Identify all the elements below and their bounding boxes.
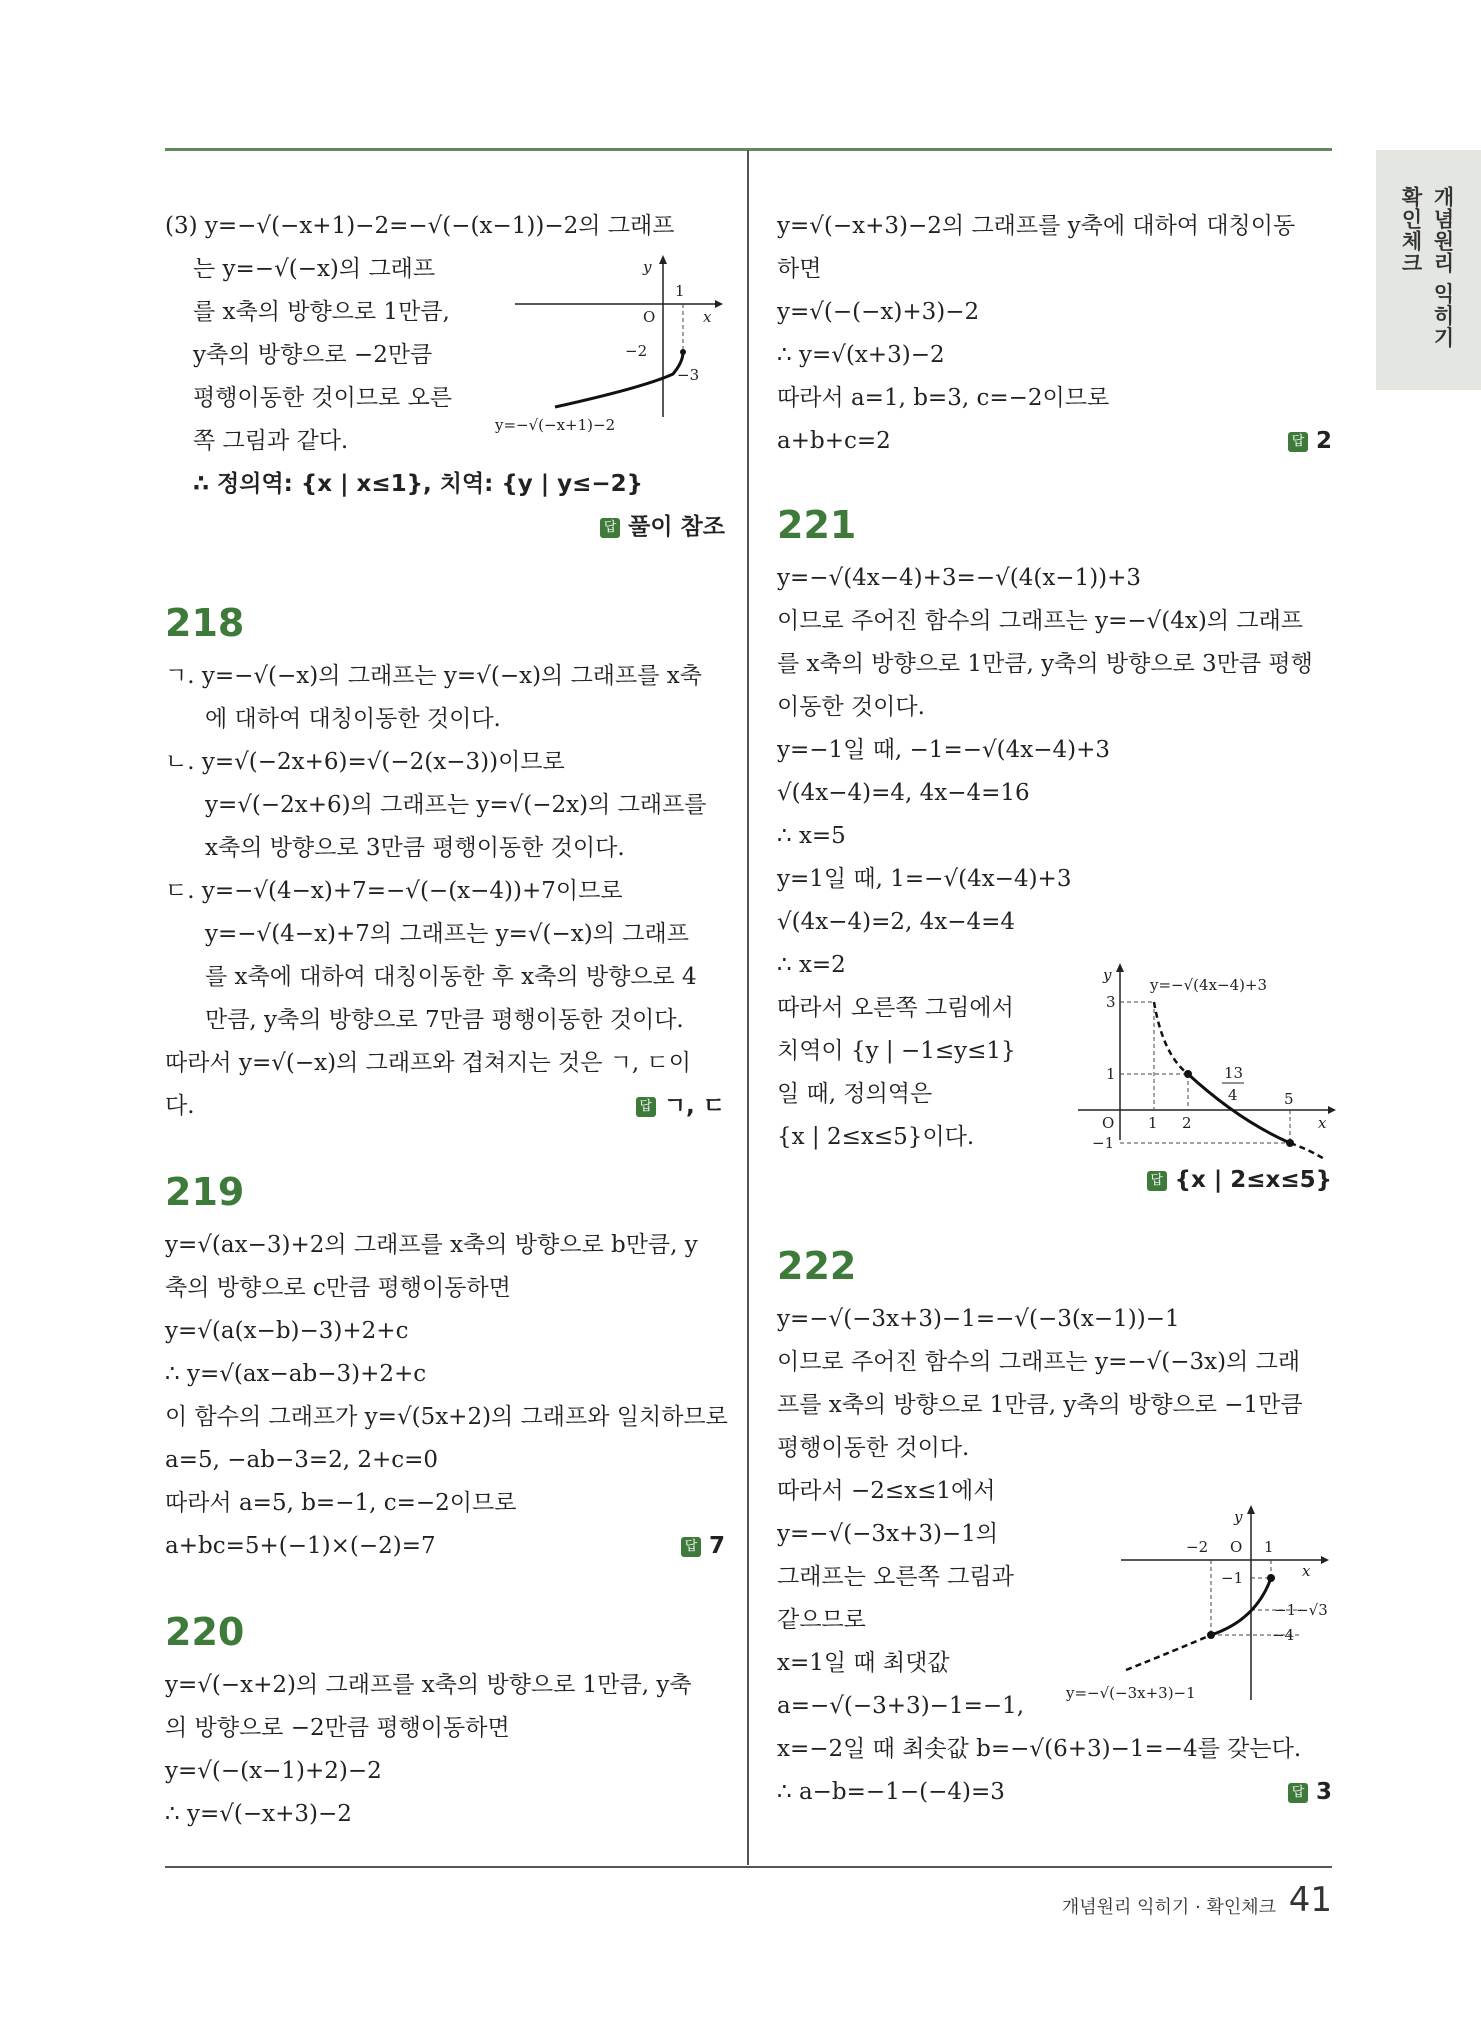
text-line: y=√(−(x−1)+2)−2 — [165, 1758, 382, 1784]
answer-221 — [777, 1159, 1332, 1202]
text-line: y=−√(−3x+3)−1=−√(−3(x−1))−1 — [777, 1306, 1180, 1332]
text-line: 를 x축에 대하여 대칭이동한 후 x축의 방향으로 4 — [205, 964, 697, 990]
graph-curve-dashed — [1290, 1143, 1326, 1160]
text-line: 를 x축의 방향으로 1만큼, y축의 방향으로 3만큼 평행 — [777, 651, 1313, 677]
text-line: y=−1일 때, −1=−√(4x−4)+3 — [777, 737, 1111, 763]
text-line: ∴ y=√(−x+3)−2 — [165, 1801, 352, 1827]
answer-text: 3 — [1315, 1779, 1332, 1805]
text-line: a=5, −ab−3=2, 2+c=0 — [165, 1447, 439, 1473]
text-line: 따라서 y=√(−x)의 그래프와 겹쳐지는 것은 ㄱ, ㄷ이 — [165, 1050, 691, 1076]
point — [1286, 1139, 1294, 1147]
answer-tag-icon: 답 — [636, 1097, 656, 1117]
tick-label: 3 — [1106, 993, 1116, 1011]
text-line: ∴ y=√(ax−ab−3)+2+c — [165, 1361, 427, 1387]
text-line: 따라서 오른쪽 그림에서 — [777, 995, 1014, 1021]
text-line: y=−√(−3x+3)−1의 — [777, 1521, 999, 1547]
tick-label: 1 — [1106, 1065, 1116, 1083]
fraction-numerator: 13 — [1224, 1064, 1244, 1082]
column-divider — [747, 150, 749, 1865]
y-axis-arrow-icon — [659, 255, 667, 264]
text-line: ∴ a−b=−1−(−4)=3 — [777, 1779, 1005, 1805]
text-line: ∴ x=2 — [777, 952, 846, 978]
text-line-with-answer — [165, 1085, 725, 1128]
text-line: 평행이동한 것이다. — [777, 1435, 970, 1461]
y-label: y — [643, 258, 652, 276]
answer-220 — [1288, 420, 1332, 463]
text-line: x축의 방향으로 3만큼 평행이동한 것이다. — [205, 835, 625, 861]
tick-label: −3 — [677, 366, 700, 384]
text-line: 에 대하여 대칭이동한 것이다. — [205, 706, 501, 732]
text-line: y=√(−x+2)의 그래프를 x축의 방향으로 1만큼, y축 — [165, 1672, 692, 1698]
tick-label: 2 — [1182, 1114, 1192, 1132]
problem-number-222: 222 — [777, 1244, 857, 1288]
origin-label: O — [1102, 1114, 1115, 1132]
graph-curve — [1188, 1074, 1290, 1143]
text-line: y=1일 때, 1=−√(4x−4)+3 — [777, 866, 1072, 892]
answer-text: {x | 2≤x≤5} — [1174, 1167, 1332, 1193]
text-line: 그래프는 오른쪽 그림과 — [777, 1564, 1014, 1590]
text-line-with-answer — [777, 420, 1332, 463]
x-label: x — [703, 308, 712, 326]
answer-219 — [681, 1525, 725, 1568]
answer-text: 풀이 참조 — [628, 514, 725, 540]
tick-label: −1 — [1221, 1569, 1244, 1587]
answer-222 — [1288, 1771, 1332, 1814]
point — [1267, 1574, 1275, 1582]
x-label: x — [1318, 1114, 1327, 1132]
text-line: √(4x−4)=2, 4x−4=4 — [777, 909, 1016, 935]
fraction-denominator: 4 — [1228, 1086, 1238, 1104]
text-line: 치역이 {y | −1≤y≤1} — [777, 1038, 1016, 1064]
text-line: √(4x−4)=4, 4x−4=16 — [777, 780, 1030, 806]
y-axis-arrow-icon — [1247, 1505, 1255, 1514]
tick-label: −1 — [1092, 1134, 1115, 1152]
tick-label: −1−√3 — [1274, 1601, 1328, 1619]
y-axis-arrow-icon — [1116, 963, 1124, 972]
text-line: y=√(a(x−b)−3)+2+c — [165, 1318, 409, 1344]
text-line: ㄷ. y=−√(4−x)+7=−√(−(x−4))+7이므로 — [165, 878, 623, 904]
text-line: 이 함수의 그래프가 y=√(5x+2)의 그래프와 일치하므로 — [165, 1404, 728, 1430]
text-line: y=√(−2x+6)의 그래프는 y=√(−2x)의 그래프를 — [205, 792, 707, 818]
text-line: 같으므로 — [777, 1607, 866, 1633]
answer-tag-icon: 답 — [600, 518, 620, 538]
text-line: 따라서 a=1, b=3, c=−2이므로 — [777, 385, 1110, 411]
bottom-rule — [165, 1866, 1332, 1868]
curve-label: y=−√(−3x+3)−1 — [1066, 1684, 1196, 1702]
answer-text: 7 — [708, 1533, 725, 1559]
graph-curve — [555, 352, 683, 407]
text-line: y=−√(4−x)+7의 그래프는 y=√(−x)의 그래프 — [205, 921, 689, 947]
text-line: x=−2일 때 최솟값 b=−√(6+3)−1=−4를 갖는다. — [777, 1736, 1302, 1762]
text-line: ∴ y=√(x+3)−2 — [777, 342, 945, 368]
text-line-with-answer — [777, 1771, 1332, 1814]
text-line: 만큼, y축의 방향으로 7만큼 평행이동한 것이다. — [205, 1007, 684, 1033]
x-axis-arrow-icon — [715, 300, 723, 308]
tick-label: 5 — [1284, 1090, 1294, 1108]
text-line: y=√(ax−3)+2의 그래프를 x축의 방향으로 b만큼, y — [165, 1232, 698, 1258]
text-line: 이동한 것이다. — [777, 694, 925, 720]
text-line: 이므로 주어진 함수의 그래프는 y=−√(4x)의 그래프 — [777, 608, 1304, 634]
tick-label: 1 — [1148, 1114, 1158, 1132]
side-tab-line2: 개념원리 익히기 — [1431, 186, 1455, 349]
answer-tag-icon: 답 — [1288, 1783, 1308, 1803]
graph-217 — [495, 252, 725, 442]
origin-label: O — [1230, 1538, 1243, 1556]
text-line: {x | 2≤x≤5}이다. — [777, 1124, 975, 1150]
answer-tag-icon: 답 — [1288, 432, 1308, 452]
text-line: 의 방향으로 −2만큼 평행이동하면 — [165, 1715, 510, 1741]
problem-220-continued — [777, 205, 1332, 463]
text-line: (3) y=−√(−x+1)−2=−√(−(x−1))−2의 그래프 — [165, 213, 675, 239]
text-line-with-answer — [165, 1525, 725, 1568]
text-line: x=1일 때 최댓값 — [777, 1650, 950, 1676]
x-axis-arrow-icon — [1321, 1556, 1329, 1564]
answer-217 — [165, 506, 725, 549]
problem-number-219: 219 — [165, 1170, 245, 1214]
text-line: 축의 방향으로 c만큼 평행이동하면 — [165, 1275, 511, 1301]
tick-label: 1 — [675, 282, 685, 300]
answer-tag-icon: 답 — [681, 1537, 701, 1557]
answer-tag-icon: 답 — [1147, 1171, 1167, 1191]
text-line: y=−√(4x−4)+3=−√(4(x−1))+3 — [777, 565, 1142, 591]
answer-text: 2 — [1315, 428, 1332, 454]
text-line: ㄴ. y=√(−2x+6)=√(−2(x−3))이므로 — [165, 749, 565, 775]
text-line: 쪽 그림과 같다. — [193, 428, 349, 454]
curve-label: y=−√(4x−4)+3 — [1150, 976, 1268, 994]
problem-number-218: 218 — [165, 601, 245, 645]
graph-222 — [1066, 1500, 1336, 1705]
text-line: y=√(−(−x)+3)−2 — [777, 299, 980, 325]
problem-number-221: 221 — [777, 503, 857, 547]
tick-label: −2 — [625, 342, 648, 360]
y-label: y — [1234, 1508, 1243, 1526]
page-number: 41 — [1288, 1880, 1332, 1920]
text-line: a+b+c=2 — [777, 428, 891, 454]
text-line: 이므로 주어진 함수의 그래프는 y=−√(−3x)의 그래 — [777, 1349, 1301, 1375]
footer-label: 개념원리 익히기 · 확인체크 — [1061, 1897, 1276, 1918]
curve-label: y=−√(−x+1)−2 — [495, 416, 616, 434]
text-line: 는 y=−√(−x)의 그래프 — [193, 256, 436, 282]
text-line: 따라서 a=5, b=−1, c=−2이므로 — [165, 1490, 517, 1516]
tick-label: −4 — [1272, 1626, 1295, 1644]
side-tab-line1: 확인체크 — [1399, 186, 1423, 274]
left-column — [165, 205, 728, 1836]
text-line: 평행이동한 것이므로 오른 — [193, 385, 453, 411]
text-line: 다. — [165, 1093, 195, 1119]
text-line: 프를 x축의 방향으로 1만큼, y축의 방향으로 −1만큼 — [777, 1392, 1303, 1418]
y-label: y — [1103, 966, 1112, 984]
text-line: 따라서 −2≤x≤1에서 — [777, 1478, 996, 1504]
problem-220-solution — [165, 1664, 725, 1836]
text-line: a+bc=5+(−1)×(−2)=7 — [165, 1533, 436, 1559]
tick-label: 1 — [1264, 1538, 1274, 1556]
problem-218-solution — [165, 655, 725, 1128]
point — [1207, 1631, 1215, 1639]
text-line: a=−√(−3+3)−1=−1, — [777, 1693, 1025, 1719]
text-line: ∴ x=5 — [777, 823, 846, 849]
x-axis-arrow-icon — [1328, 1106, 1336, 1114]
problem-219-solution — [165, 1224, 728, 1568]
text-line: y=√(−x+3)−2의 그래프를 y축에 대하여 대칭이동 — [777, 213, 1296, 239]
tick-label: −2 — [1186, 1538, 1209, 1556]
graph-curve-dashed — [1126, 1635, 1211, 1670]
text-line: 일 때, 정의역은 — [777, 1081, 933, 1107]
text-line: y축의 방향으로 −2만큼 — [193, 342, 433, 368]
endpoint — [680, 349, 686, 355]
chapter-side-tab[interactable] — [1376, 150, 1481, 390]
problem-number-220: 220 — [165, 1610, 245, 1654]
text-line: 하면 — [777, 256, 822, 282]
text-line: 를 x축의 방향으로 1만큼, — [193, 299, 450, 325]
domain-range-conclusion: ∴ 정의역: {x | x≤1}, 치역: {y | y≤−2} — [193, 471, 644, 497]
point — [1184, 1070, 1192, 1078]
x-label: x — [1302, 1562, 1311, 1580]
answer-text: ㄱ, ㄷ — [663, 1093, 725, 1119]
graph-221 — [1078, 960, 1338, 1160]
text-line: ㄱ. y=−√(−x)의 그래프는 y=√(−x)의 그래프를 x축 — [165, 663, 702, 689]
answer-218 — [636, 1085, 725, 1128]
graph-curve-dashed — [1154, 1002, 1188, 1074]
origin-label: O — [643, 308, 656, 326]
